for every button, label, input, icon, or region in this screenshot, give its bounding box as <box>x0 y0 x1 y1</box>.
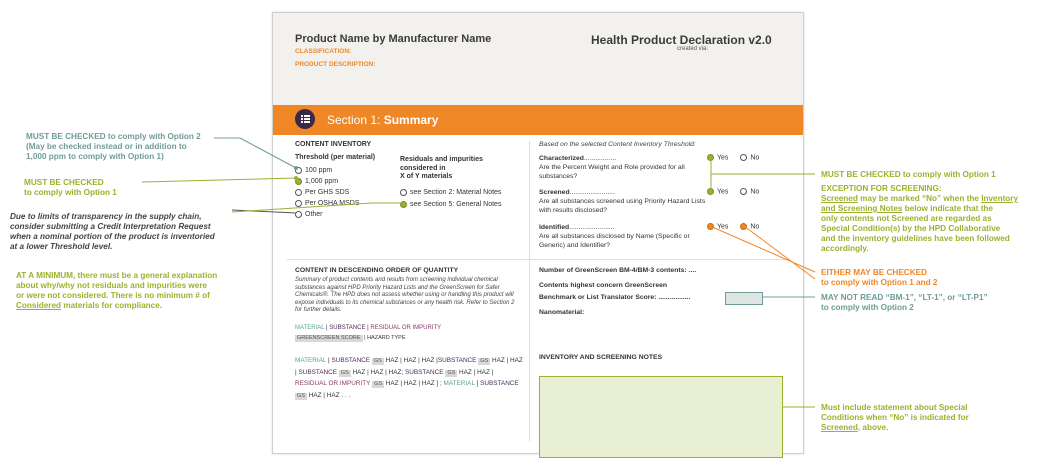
connector-dot <box>294 176 298 180</box>
characterized-choices: Yes No <box>707 154 759 161</box>
residual-option[interactable]: see Section 2: Material Notes <box>400 187 501 199</box>
residuals-label: Residuals and impurities considered in <box>400 156 483 172</box>
connector-dot <box>294 166 298 170</box>
connector-line <box>232 203 372 212</box>
classification-label: CLASSIFICATION: <box>295 48 352 55</box>
annotation-exception: EXCEPTION FOR SCREENING: Screened may be marked “No” when the Inventory and Screening Notes below indicate that the only contents not Screened are regarded as Special Condition(s) by the HPD Collaborative and the inventory guidelines have been followed accordingly. <box>821 184 1019 253</box>
threshold-option[interactable]: 1,000 ppm <box>295 176 359 187</box>
connector-line <box>710 226 815 272</box>
threshold-option[interactable]: Per GHS SDS <box>295 187 359 198</box>
hpd-title: Health Product Declaration v2.0 <box>591 33 772 47</box>
content-order-body: Summary of product contents and results from screening individual chemical substances against HPD Priority Hazard Lists and the GreenScreen for Safer Chemicals®. The HPD does not assess whether using or handling this product will expose individuals to its chemical substances or any health risk. Refer to Section 2 for further details. <box>295 277 515 314</box>
annotation-either: EITHER MAY BE CHECKED to comply with Option 1 and 2 <box>821 268 938 287</box>
connector-line <box>240 138 296 168</box>
highest-concern-label: Contents highest concern GreenScreen <box>539 282 668 289</box>
annotation-option1-right: MUST BE CHECKED to comply with Option 1 <box>821 170 996 179</box>
based-on-label: Based on the selected Content Inventory Threshold: <box>539 141 696 148</box>
residual-option[interactable]: see Section 5: General Notes <box>400 199 501 211</box>
content-order-heading: CONTENT IN DESCENDING ORDER OF QUANTITY <box>295 267 459 274</box>
identified-choices: Yes No <box>707 223 759 230</box>
threshold-option[interactable]: 100 ppm <box>295 165 359 176</box>
connector-line <box>744 226 815 279</box>
annotation-transparency: Due to limits of transparency in the supply chain, consider submitting a Credit Interpretation Request when a nominal portion of the product is inventoried at a lower Threshold level. <box>10 212 215 251</box>
threshold-option[interactable]: Per OSHA MSDS <box>295 198 359 209</box>
annotation-may-not-read: MAY NOT READ “BM-1”, “LT-1”, or “LT-P1” to comply with Option 2 <box>821 293 988 312</box>
notes-heading: INVENTORY AND SCREENING NOTES <box>539 354 663 361</box>
section-title: Section 1: Summary <box>327 113 439 127</box>
product-description-label: PRODUCT DESCRIPTION: <box>295 61 376 68</box>
threshold-label: Threshold (per material) <box>295 154 376 161</box>
annotation-special-conditions: Must include statement about Special Conditions when “No” is indicated for Screened, above. <box>821 403 969 432</box>
annotation-minimum: AT A MINIMUM, there must be a general explanation about why/why not residuals and impurities were or were not considered. There is no minimum # of Considered materials for compliance. <box>16 271 218 310</box>
score-legend: GREENSCREEN SCORE | HAZARD TYPE <box>297 335 406 341</box>
x-of-y-label: X of Y materials <box>400 173 453 180</box>
content-inventory-heading: CONTENT INVENTORY <box>295 141 372 148</box>
connector-line <box>142 178 296 182</box>
content-legend: MATERIAL | SUBSTANCE | RESIDUAL OR IMPURITY <box>295 325 442 331</box>
threshold-option[interactable]: Other <box>295 209 359 220</box>
annotation-option2: MUST BE CHECKED to comply with Option 2 (May be checked instead or in addition to 1,000 ppm to comply with Option 1) <box>26 132 201 161</box>
content-sample: MATERIAL | SUBSTANCE GS HAZ | HAZ | HAZ |SUBSTANCE GS HAZ | HAZ | SUBSTANCE GS HAZ | HAZ | HAZ; SUBSTANCE GS HAZ | HAZ | RESIDUAL OR IMPURITY GS HAZ | HAZ | HAZ ] ; MATERIAL [ SUBSTANCE GS HAZ | HAZ . . . <box>295 357 523 399</box>
benchmark-label: Benchmark or List Translator Score: ................. <box>539 294 691 301</box>
characterized-block: Characterized................. Are the Percent Weight and Role provided for all substances? <box>539 155 685 180</box>
bm-count-label: Number of GreenScreen BM-4/BM-3 contents: .... <box>539 267 697 274</box>
nanomaterial-label: Nanomaterial: <box>539 309 585 316</box>
product-title: Product Name by Manufacturer Name <box>295 33 492 45</box>
created-via-label: created via: <box>677 46 709 52</box>
identified-block: Identified........................ Are all substances disclosed by Name (Specific or Generic) and Identifier? <box>539 224 690 249</box>
screened-choices: Yes No <box>707 188 759 195</box>
annotation-option1-left: MUST BE CHECKED to comply with Option 1 <box>24 178 117 197</box>
screened-block: Screened........................ Are all substances screened using Priority Hazard Lists with results disclosed? <box>539 189 706 214</box>
